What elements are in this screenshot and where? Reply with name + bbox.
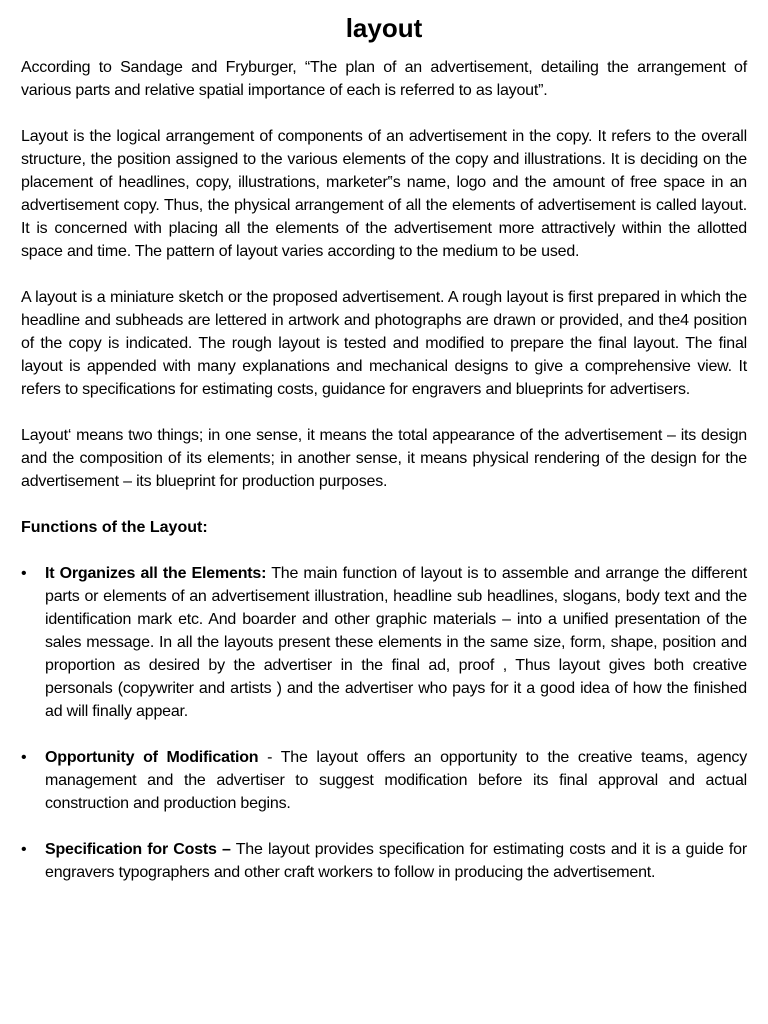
bullet-icon: • — [21, 565, 27, 582]
paragraph-definition: According to Sandage and Fryburger, “The plan of an advertisement, detailing the arrangement of various parts and relative spatial importance of each is referred to as layout”. — [21, 59, 747, 99]
list-item — [21, 838, 747, 884]
list-item-term: It Organizes all the Elements: — [45, 565, 267, 582]
list-item-text: The layout provides specification for estimating costs and it is a guide for engravers typographers and other craft workers to follow in producing the advertisement. — [45, 841, 747, 881]
paragraph-miniature-sketch: A layout is a miniature sketch or the proposed advertisement. A rough layout is first prepared in which the headline and subheads are lettered in artwork and photographs are drawn or provided, and the4 position of the copy is indicated. The rough layout is tested and modified to prepare the final layout. The final layout is appended with many explanations and mechanical designs to give a comprehensive view. It refers to specifications for estimating costs, guidance for engravers and blueprints for advertisers. — [21, 289, 747, 398]
list-item — [21, 562, 747, 723]
list-item — [21, 746, 747, 815]
bullet-icon: • — [21, 749, 27, 766]
page-title: layout — [345, 13, 423, 43]
list-item-text: The main function of layout is to assemble and arrange the different parts or elements of an advertisement illustration, headline sub headlines, slogans, body text and the identification mark etc. And boarder and other graphic materials – into a unified presentation of the sales message. In all the layouts present these elements in the same size, form, shape, position and proportion as desired by the advertiser in the final ad, proof , Thus layout gives both creative personals (copywriter and artists ) and the advertiser who pays for it a good idea of how the finished ad will finally appear. — [45, 565, 747, 720]
list-item-term: Specification for Costs – — [45, 841, 231, 858]
bullet-icon: • — [21, 841, 27, 858]
list-item-text: - The layout offers an opportunity to the creative teams, agency management and the advertiser to suggest modification before its final approval and actual construction and production begins. — [45, 749, 747, 812]
paragraph-two-meanings: Layout‘ means two things; in one sense, it means the total appearance of the advertisement – its design and the composition of its elements; in another sense, it means physical rendering of the design for the advertisement – its blueprint for production purposes. — [21, 427, 747, 490]
functions-heading: Functions of the Layout: — [21, 519, 208, 536]
paragraph-logical-arrangement: Layout is the logical arrangement of components of an advertisement in the copy. It refers to the overall structure, the position assigned to the various elements of the copy and illustrations. It is deciding on the placement of headlines, copy, illustrations, marketer‟s name, logo and the amount of free space in an advertisement copy. Thus, the physical arrangement of all the elements of advertisement is called layout. It is concerned with placing all the elements of the advertisement more attractively within the allotted space and time. The pattern of layout varies according to the medium to be used. — [21, 128, 747, 260]
list-item-term: Opportunity of Modification — [45, 749, 259, 766]
document-page — [21, 12, 747, 907]
functions-list — [21, 562, 747, 884]
